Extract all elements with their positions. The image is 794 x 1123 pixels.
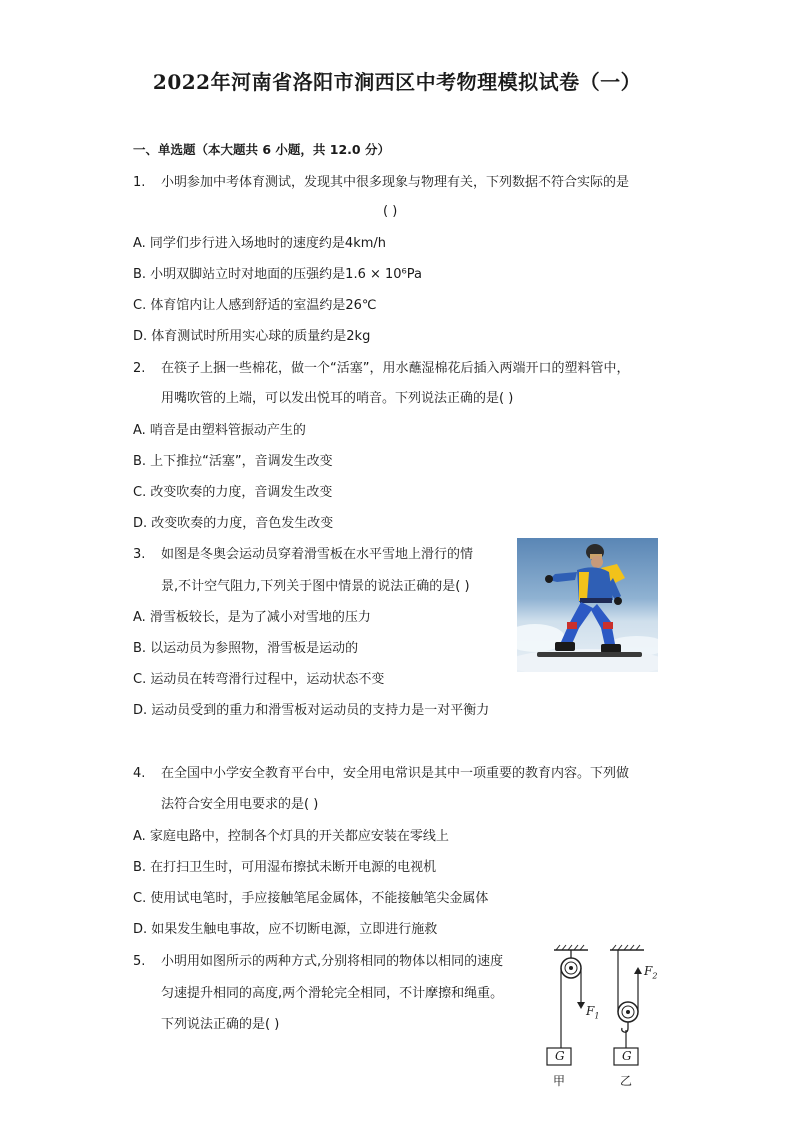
option-d: D. 体育测试时所用实心球的质量约是2kg xyxy=(133,329,371,344)
option-d: D. 如果发生触电事故，应不切断电源，立即进行施救 xyxy=(133,922,438,937)
weight-label-left: G xyxy=(555,1049,565,1063)
option-c: C. 改变吹奏的力度，音调发生改变 xyxy=(133,485,333,500)
option-a: A. 同学们步行进入场地时的速度约是4km/h xyxy=(133,236,387,251)
question-number: 1. xyxy=(133,175,146,190)
question-stem: 小明用如图所示的两种方式,分别将相同的物体以相同的速度 xyxy=(161,954,504,969)
question-stem: 如图是冬奥会运动员穿着滑雪板在水平雪地上滑行的情 xyxy=(161,547,474,562)
option-b: B. 在打扫卫生时，可用湿布擦拭未断开电源的电视机 xyxy=(133,860,437,875)
option-b: B. 小明双脚站立时对地面的压强约是1.6 × 10⁶Pa xyxy=(133,267,422,282)
caption-yi: 乙 xyxy=(620,1074,633,1088)
snowboarder-photo xyxy=(517,538,658,672)
option-a: A. 滑雪板较长，是为了减小对雪地的压力 xyxy=(133,610,371,625)
option-a: A. 家庭电路中，控制各个灯具的开关都应安装在零线上 xyxy=(133,829,449,844)
question-stem: 小明参加中考体育测试，发现其中很多现象与物理有关，下列数据不符合实际的是 xyxy=(161,175,630,190)
option-d: D. 运动员受到的重力和滑雪板对运动员的支持力是一对平衡力 xyxy=(133,703,490,718)
question-stem: 在筷子上捆一些棉花，做一个“活塞”，用水蘸湿棉花后插入两端开口的塑料管中， xyxy=(161,361,630,376)
page-title: 2022年河南省洛阳市涧西区中考物理模拟试卷（一） xyxy=(152,70,642,94)
option-a: A. 哨音是由塑料管振动产生的 xyxy=(133,423,306,438)
question-number: 5. xyxy=(133,954,146,969)
question-stem: 下列说法正确的是( ) xyxy=(161,1017,280,1032)
option-b: B. 上下推拉“活塞”，音调发生改变 xyxy=(133,454,333,469)
option-c: C. 体育馆内让人感到舒适的室温约是26℃ xyxy=(133,298,377,313)
option-c: C. 运动员在转弯滑行过程中，运动状态不变 xyxy=(133,672,385,687)
force-f2-label: $F_2$ xyxy=(644,964,658,981)
pulley-diagram xyxy=(540,944,660,1094)
force-f1-label: $F_1$ xyxy=(586,1004,600,1021)
answer-blank: ( ) xyxy=(383,204,398,219)
question-stem: 在全国中小学安全教育平台中，安全用电常识是其中一项重要的教育内容。下列做 xyxy=(161,766,630,781)
question-number: 2. xyxy=(133,361,146,376)
option-d: D. 改变吹奏的力度，音色发生改变 xyxy=(133,516,334,531)
question-stem: 景,不计空气阻力,下列关于图中情景的说法正确的是( ) xyxy=(161,579,470,594)
question-stem: 法符合安全用电要求的是( ) xyxy=(161,797,319,812)
weight-label-right: G xyxy=(622,1049,632,1063)
option-c: C. 使用试电笔时，手应接触笔尾金属体，不能接触笔尖金属体 xyxy=(133,891,489,906)
section-heading: 一、单选题（本大题共 6 小题，共 12.0 分） xyxy=(133,142,390,157)
question-stem: 匀速提升相同的高度,两个滑轮完全相同，不计摩擦和绳重。 xyxy=(161,986,504,1001)
question-stem: 用嘴吹管的上端，可以发出悦耳的哨音。下列说法正确的是( ) xyxy=(161,391,514,406)
question-number: 4. xyxy=(133,766,146,781)
snowboarder-illustration xyxy=(517,538,658,672)
caption-jia: 甲 xyxy=(553,1074,566,1088)
question-number: 3. xyxy=(133,547,146,562)
option-b: B. 以运动员为参照物，滑雪板是运动的 xyxy=(133,641,359,656)
